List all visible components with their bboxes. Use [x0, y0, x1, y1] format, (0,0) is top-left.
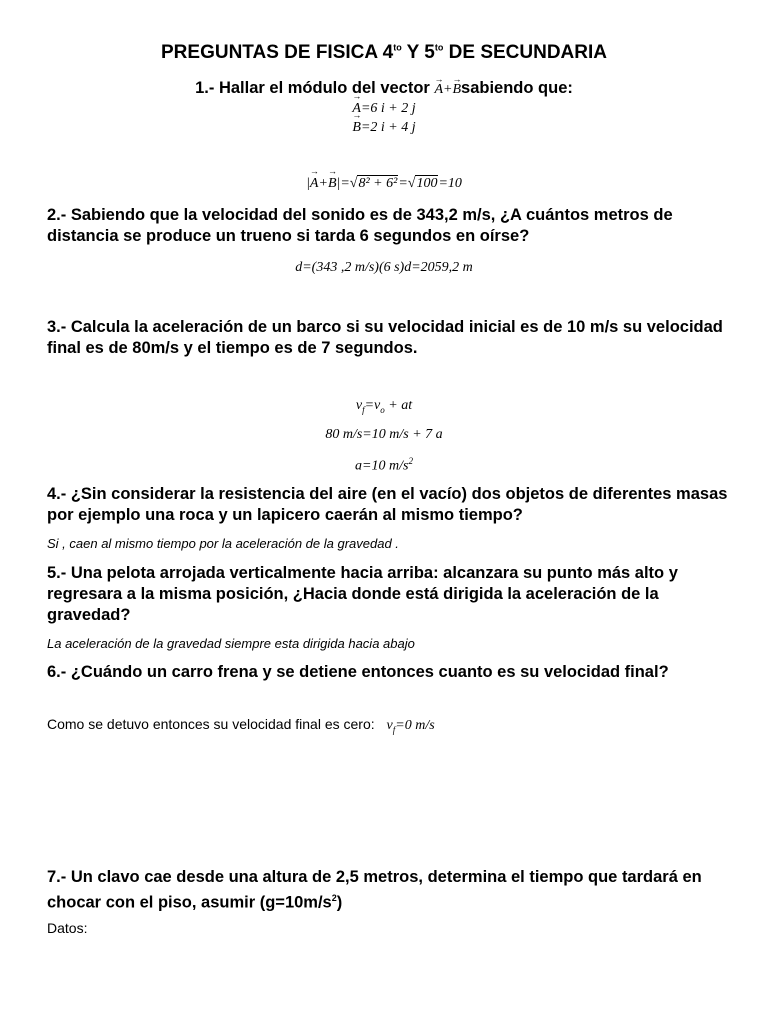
q6-answer: Como se detuvo entonces su velocidad final es cero: $v_f=0$ m/s — [47, 716, 435, 735]
question-3: 3.- Calcula la aceleración de un barco si su velocidad inicial es de 10 m/s su velocidad final es de 80m/s y el tiempo es de 7 segundos. — [47, 318, 723, 357]
q3-equation-3: a=10 $m/s^2$ — [355, 456, 413, 474]
question-2: 2.- Sabiendo que la velocidad del sonido es de 343,2 m/s, ¿A cuántos metros de distancia se produce un trueno si tarda 6 segundos en oírse? — [47, 206, 673, 245]
question-5: 5.- Una pelota arrojada verticalmente hacia arriba: alcanzara su punto más alto y regresara a la misma posición, ¿Hacia donde está dirigida la aceleración de la gravedad? — [47, 564, 678, 624]
q1-equation-a: → A=6 i + 2 j — [0, 101, 768, 117]
q1-equation-b: → B=2 i + 4 j — [0, 120, 768, 136]
question-7: 7.- Un clavo cae desde una altura de 2,5 metros, determina el tiempo que tardará en chocar con el piso, asumir $(g=10m/s^2)$ — [47, 868, 702, 912]
question-6: 6.- ¿Cuándo un carro frena y se detiene entonces cuanto es su velocidad final? — [47, 663, 669, 681]
q2-answer: d=(343 ,2 m/s)(6 s)d=2059,2 m — [295, 260, 473, 275]
q4-answer: Si , caen al mismo tiempo por la aceleración de la gravedad . — [47, 536, 399, 551]
page-title: PREGUNTAS DE FISICA $4^{to}$ Y $5^{to}$ DE SECUNDARIA — [161, 42, 607, 63]
question-1: 1.- Hallar el módulo del vector → A+→ Bsabiendo que: — [0, 78, 768, 100]
question-4: 4.- ¿Sin considerar la resistencia del aire (en el vacío) dos objetos de diferentes masas por ejemplo una roca y un lapicero caerán al mismo tiempo? — [47, 485, 728, 524]
q1-answer: |→ A+→ B|=√8² + 6²=√100=10 — [0, 176, 768, 192]
q3-equation-2: 80 m/s=10 m/s + 7 a — [325, 427, 443, 442]
q5-answer: La aceleración de la gravedad siempre esta dirigida hacia abajo — [47, 636, 415, 651]
q3-equation-1: $v_f=v_o$ + at — [355, 398, 413, 415]
q7-datos-label: Datos: — [47, 920, 88, 936]
